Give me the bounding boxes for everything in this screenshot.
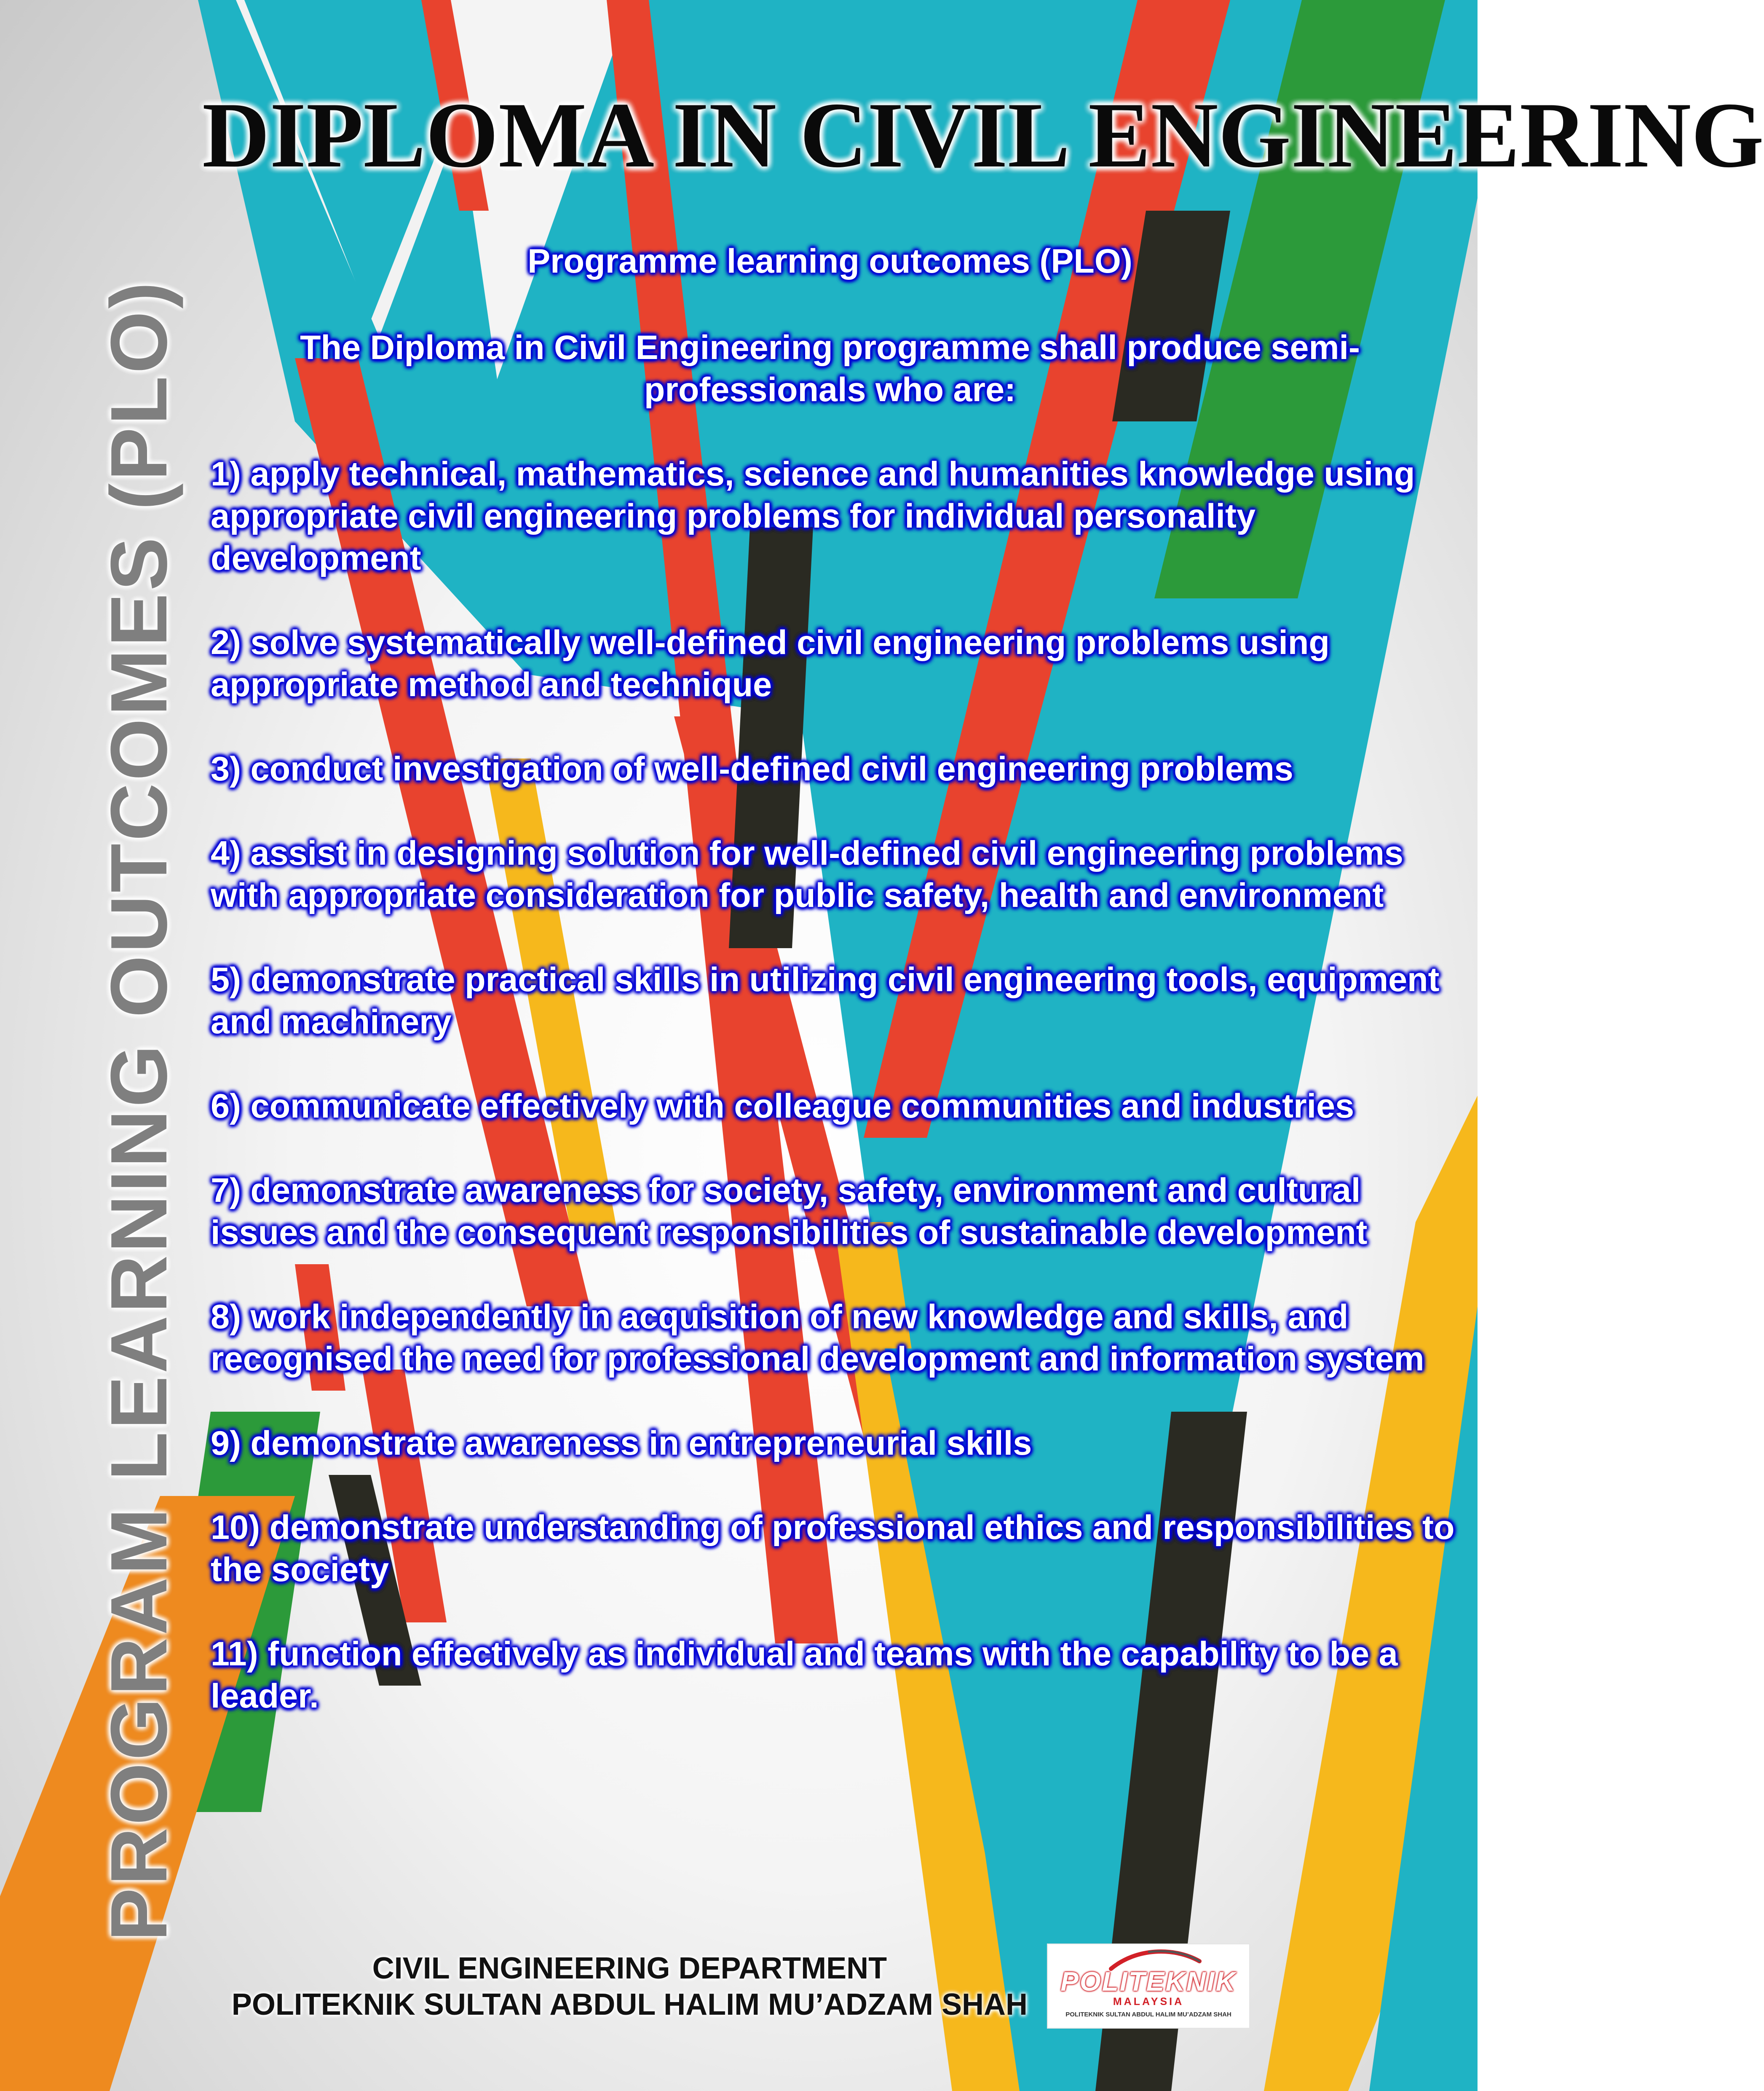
outcome-item: 3) conduct investigation of well-defined civil engineering problems bbox=[211, 750, 1293, 788]
outcome-item: 6) communicate effectively with colleague communities and industries bbox=[211, 1087, 1354, 1125]
logo-country: MALAYSIA bbox=[1113, 1996, 1184, 2008]
outcome-item: 10) demonstrate understanding of professional ethics and responsibilities to the society bbox=[211, 1509, 1455, 1589]
outcome-item: 1) apply technical, mathematics, science and humanities knowledge using appropriate civil engineering problems for individual personality development bbox=[211, 455, 1415, 577]
outcome-item: 7) demonstrate awareness for society, safety, environment and cultural issues and the consequent responsibilities of sustainable development bbox=[211, 1171, 1368, 1252]
side-title: PROGRAM LEARNING OUTCOMES (PLO) bbox=[94, 279, 184, 1941]
outcome-item: 11) function effectively as individual and teams with the capability to be a leader. bbox=[211, 1635, 1398, 1715]
outcome-item: 5) demonstrate practical skills in utilizing civil engineering tools, equipment and machinery bbox=[211, 961, 1440, 1041]
department-name: CIVIL ENGINEERING DEPARTMENT bbox=[372, 1952, 887, 1985]
footer bbox=[232, 1950, 1028, 2023]
logo-wordmark: POLITEKNIK bbox=[1060, 1966, 1237, 1997]
outcomes-list bbox=[211, 453, 1460, 1759]
politeknik-logo bbox=[1047, 1944, 1250, 2029]
page-title: DIPLOMA IN CIVIL ENGINEERING bbox=[202, 83, 1764, 187]
institution-name: POLITEKNIK SULTAN ABDUL HALIM MU’ADZAM SHAH bbox=[231, 1988, 1028, 2021]
outcome-item: 9) demonstrate awareness in entrepreneurial skills bbox=[211, 1424, 1032, 1462]
intro-text: The Diploma in Civil Engineering programme shall produce semi-professionals who are: bbox=[300, 329, 1360, 409]
logo-institution: POLITEKNIK SULTAN ABDUL HALIM MU’ADZAM SHAH bbox=[1065, 2011, 1231, 2018]
plo-heading: Programme learning outcomes (PLO) bbox=[527, 242, 1132, 280]
outcome-item: 2) solve systematically well-defined civil engineering problems using appropriate method and technique bbox=[211, 624, 1330, 704]
outcome-item: 4) assist in designing solution for well-defined civil engineering problems with appropriate consideration for public safety, health and environment bbox=[211, 834, 1403, 914]
outcome-item: 8) work independently in acquisition of new knowledge and skills, and recognised the need for professional development and information system bbox=[211, 1298, 1424, 1378]
